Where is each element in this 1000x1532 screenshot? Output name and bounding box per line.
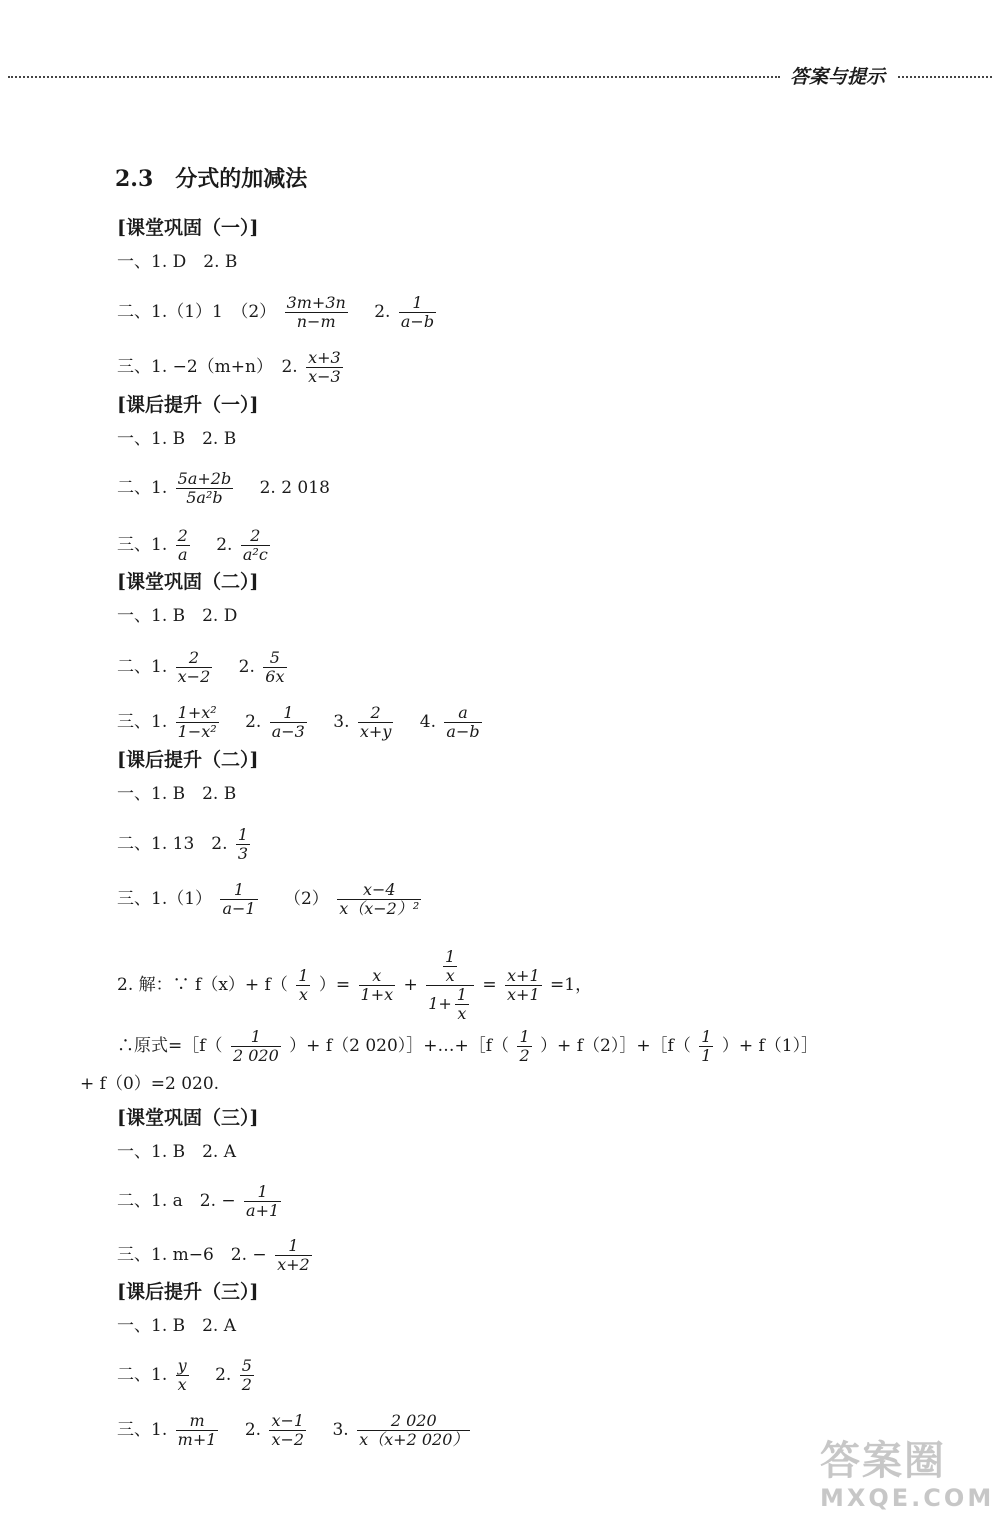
fraction: $\frac{x-4}{\text{x（x−2）²}}$ (339, 880, 420, 918)
answer-text: 三、1. m−6 2. − (117, 1245, 267, 1265)
subsection-heading: [课堂巩固（二）] (117, 571, 259, 593)
answer-text: 2. (244, 1420, 262, 1440)
answer-line: 一、1. B 2. B (117, 784, 237, 804)
answer-line: 一、1. B 2. B (117, 429, 237, 449)
answer-line (117, 1412, 473, 1449)
fraction: $\frac{2 020}{x(x+2 020)}$ (359, 1411, 469, 1449)
answer-text: 二、1.（1）1 （2） (117, 302, 277, 322)
fraction: $\frac{3m+3n}{n-m}$ (286, 293, 346, 331)
answer-text: 二、1. (117, 478, 168, 498)
answer-text: 2. 解：∵ f（x）+ f（ (117, 975, 288, 995)
fraction: $\frac{x+3}{x-3}$ (308, 348, 341, 386)
fraction: $\frac{x+1}{x+1}$ (507, 966, 540, 1004)
answer-text: 三、1. −2（m+n） 2. (117, 357, 298, 377)
answer-line (117, 527, 273, 564)
subsection-heading: [课堂巩固（三）] (117, 1107, 259, 1129)
answer-line (117, 294, 439, 331)
answer-line (117, 704, 485, 741)
answer-text: =1， (550, 975, 593, 995)
answer-text: ）= (318, 975, 351, 995)
fraction: $\frac{2}{x-2}$ (177, 648, 211, 686)
answer-text: 2. (238, 657, 255, 677)
answer-line (117, 649, 290, 686)
fraction: $\frac{x-1}{x-2}$ (271, 1411, 305, 1449)
answer-text: = (482, 975, 497, 995)
watermark-logo-text: 答案圈 (820, 1438, 946, 1484)
answer-text: 2. (245, 712, 262, 732)
fraction: $\frac{1}{x}$ (444, 947, 456, 985)
fraction: $\frac{1}{a-1}$ (222, 880, 256, 918)
fraction: $\frac{2}{x+y}$ (359, 703, 392, 741)
answer-text: 3. (333, 712, 350, 732)
answer-line (117, 948, 592, 1023)
subsection-heading: [课后提升（一）] (117, 394, 259, 416)
answer-text: 三、1.（1） (117, 889, 213, 909)
fraction: $\frac{5a+2b}{\text{5a²b}}$ (177, 469, 232, 507)
page-header (0, 62, 1000, 92)
answer-text: ）+ f（2）］+［f（ (540, 1036, 691, 1056)
header-title: 答案与提示 (790, 66, 886, 88)
answer-text: + (403, 975, 418, 995)
fraction: $\frac{1}{3}$ (237, 825, 249, 863)
fraction: $\frac{5}{2}$ (241, 1356, 252, 1394)
answer-text: 三、1. (117, 1420, 168, 1440)
fraction: $\frac{1}{a+1}$ (246, 1182, 280, 1220)
answer-text: 4. (419, 712, 436, 732)
answer-text: 三、1. (117, 535, 168, 555)
fraction: $\frac{1}{x+2}$ (277, 1236, 310, 1274)
answer-line: 一、1. B 2. D (117, 606, 238, 626)
answer-text: ∴原式=［f（ (117, 1036, 223, 1056)
answer-text: 二、1. 13 2. (117, 834, 228, 854)
subsection-heading: [课后提升（三）] (117, 1281, 259, 1303)
fraction: $\frac{a}{a-b}$ (446, 703, 480, 741)
answer-line (117, 1028, 818, 1065)
fraction: $\frac{m}{m+1}$ (177, 1411, 217, 1449)
answer-line (117, 1357, 257, 1394)
fraction: $\frac{x}{1+x}$ (360, 966, 394, 1004)
answer-line (117, 826, 253, 863)
compound-fraction: $\frac{1}{x}$ 1+ $\frac{1}{x}$ (426, 948, 474, 1023)
answer-line: 一、1. D 2. B (117, 252, 238, 272)
answer-text: ）+ f（1）］ (721, 1036, 819, 1056)
answer-text: ）+ f（2 020）］+…+［f（ (289, 1036, 510, 1056)
header-dotted-rule-left (8, 76, 780, 78)
fraction: $\frac{1}{a-b}$ (400, 293, 435, 331)
answer-text: 2. (215, 1365, 232, 1385)
answer-line (117, 349, 346, 386)
answer-line: 一、1. B 2. A (117, 1316, 237, 1336)
header-dotted-rule-right (898, 76, 992, 78)
fraction: $\frac{1}{2}$ (519, 1027, 530, 1065)
fraction: $\frac{y}{x}$ (177, 1356, 187, 1394)
answer-text: 3. (332, 1420, 349, 1440)
answer-text: （2） (283, 889, 329, 909)
fraction: $\frac{1}{a-3}$ (271, 703, 305, 741)
answer-line (117, 1237, 315, 1274)
answer-text: 2. (374, 302, 391, 322)
answer-text: 2. 2 018 (259, 478, 330, 498)
section-title: 2.3 分式的加减法 (115, 166, 308, 192)
fraction: $\frac{2}{\text{a²c}}$ (242, 526, 268, 564)
fraction: $\frac{5}{6x}$ (265, 648, 285, 686)
answer-text: 2. (216, 535, 233, 555)
fraction: $\frac{1}{2 020}$ (232, 1027, 279, 1065)
answer-line: + f（0）=2 020. (80, 1074, 220, 1094)
fraction: $\frac{2}{a}$ (177, 526, 188, 564)
fraction: $\frac{1}{x}$ (298, 966, 309, 1004)
answer-line (117, 470, 330, 507)
fraction: $\frac{\text{1+x²}}{\text{1−x²}}$ (177, 703, 217, 741)
answer-line (117, 1183, 284, 1220)
answer-text: 二、1. a 2. − (117, 1191, 236, 1211)
answer-text: 三、1. (117, 712, 168, 732)
watermark-url: MXQE.COM (820, 1484, 995, 1512)
site-watermark (820, 1438, 995, 1518)
fraction: $\frac{1}{1}$ (701, 1027, 712, 1065)
subsection-heading: [课后提升（二）] (117, 749, 259, 771)
answer-line: 一、1. B 2. A (117, 1142, 237, 1162)
answer-text: 二、1. (117, 657, 168, 677)
subsection-heading: [课堂巩固（一）] (117, 217, 259, 239)
answer-text: 二、1. (117, 1365, 168, 1385)
answer-line (117, 881, 424, 918)
fraction: $\frac{1}{x}$ (456, 985, 467, 1023)
